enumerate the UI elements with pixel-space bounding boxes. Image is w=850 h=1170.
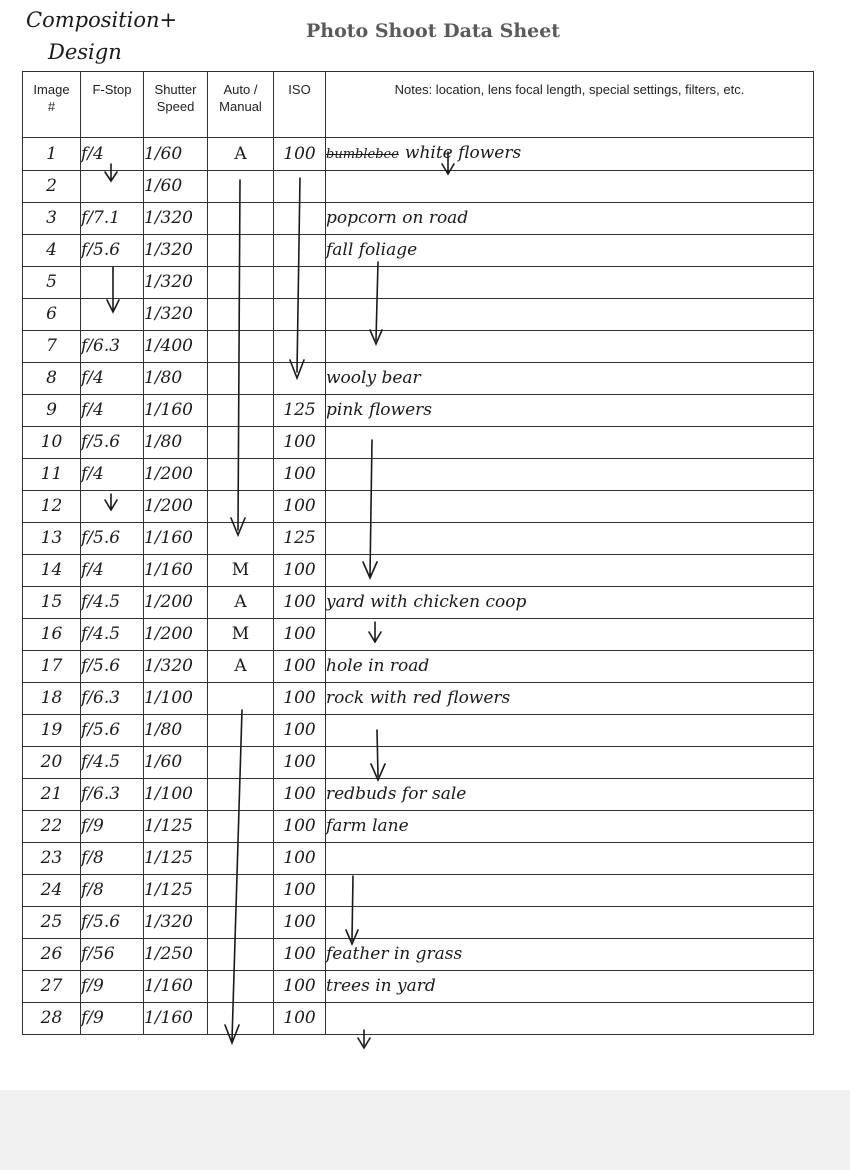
shutter-speed-cell: 1/80 — [144, 427, 208, 459]
iso-cell: 100 — [274, 459, 326, 491]
shutter-speed-cell: 1/100 — [144, 779, 208, 811]
note-text: feather in grass — [326, 944, 463, 964]
scan-margin — [0, 1090, 850, 1170]
note-text: yard with chicken coop — [326, 592, 527, 612]
header-iso: ISO — [274, 72, 326, 138]
table-row — [23, 1003, 814, 1035]
fstop-cell: f/4 — [81, 555, 144, 587]
shutter-speed-cell: 1/320 — [144, 907, 208, 939]
table-row — [23, 811, 814, 843]
shutter-speed-cell: 1/60 — [144, 747, 208, 779]
auto-manual-cell — [208, 491, 274, 523]
note-text: rock with red flowers — [326, 688, 511, 708]
auto-manual-cell: A — [208, 651, 274, 683]
fstop-cell — [81, 267, 144, 299]
table-row — [23, 235, 814, 267]
shutter-speed-cell: 1/160 — [144, 1003, 208, 1035]
iso-cell: 125 — [274, 523, 326, 555]
notes-cell — [326, 779, 814, 811]
image-number-cell: 5 — [23, 267, 81, 299]
shutter-speed-cell: 1/320 — [144, 235, 208, 267]
fstop-cell: f/7.1 — [81, 203, 144, 235]
iso-cell: 100 — [274, 715, 326, 747]
notes-cell — [326, 683, 814, 715]
header-image-number: Image # — [23, 72, 81, 138]
photo-data-table — [22, 71, 814, 1035]
table-row — [23, 427, 814, 459]
iso-cell: 100 — [274, 747, 326, 779]
iso-cell — [274, 267, 326, 299]
table-row — [23, 138, 814, 171]
iso-cell: 100 — [274, 427, 326, 459]
note-text: pink flowers — [326, 400, 433, 420]
shutter-speed-cell: 1/80 — [144, 363, 208, 395]
note-text: trees in yard — [326, 976, 436, 996]
shutter-speed-cell: 1/250 — [144, 939, 208, 971]
notes-cell — [326, 203, 814, 235]
iso-cell: 100 — [274, 651, 326, 683]
notes-cell — [326, 1003, 814, 1035]
image-number-cell: 22 — [23, 811, 81, 843]
shutter-speed-cell: 1/125 — [144, 875, 208, 907]
auto-manual-cell — [208, 747, 274, 779]
auto-manual-cell: A — [208, 587, 274, 619]
table-row — [23, 363, 814, 395]
image-number-cell: 16 — [23, 619, 81, 651]
notes-cell — [326, 747, 814, 779]
iso-cell: 100 — [274, 1003, 326, 1035]
notes-cell — [326, 811, 814, 843]
shutter-speed-cell: 1/160 — [144, 395, 208, 427]
auto-manual-cell — [208, 683, 274, 715]
table-row — [23, 555, 814, 587]
image-number-cell: 23 — [23, 843, 81, 875]
fstop-cell: f/9 — [81, 811, 144, 843]
image-number-cell: 28 — [23, 1003, 81, 1035]
table-row — [23, 843, 814, 875]
table-row — [23, 587, 814, 619]
auto-manual-cell — [208, 875, 274, 907]
table-row — [23, 907, 814, 939]
shutter-speed-cell: 1/320 — [144, 651, 208, 683]
image-number-cell: 17 — [23, 651, 81, 683]
image-number-cell: 15 — [23, 587, 81, 619]
notes-cell — [326, 235, 814, 267]
iso-cell: 100 — [274, 683, 326, 715]
table-row — [23, 459, 814, 491]
fstop-cell: f/5.6 — [81, 651, 144, 683]
table-row — [23, 715, 814, 747]
table-row — [23, 683, 814, 715]
iso-cell: 100 — [274, 971, 326, 1003]
table-row — [23, 875, 814, 907]
notes-cell — [326, 843, 814, 875]
iso-cell: 100 — [274, 491, 326, 523]
auto-manual-cell — [208, 971, 274, 1003]
auto-manual-cell — [208, 843, 274, 875]
shutter-speed-cell: 1/160 — [144, 971, 208, 1003]
fstop-cell: f/4.5 — [81, 747, 144, 779]
notes-cell — [326, 395, 814, 427]
note-text: fall foliage — [326, 240, 418, 260]
fstop-cell: f/56 — [81, 939, 144, 971]
shutter-speed-cell: 1/320 — [144, 299, 208, 331]
iso-cell — [274, 331, 326, 363]
auto-manual-cell — [208, 459, 274, 491]
table-row — [23, 267, 814, 299]
shutter-speed-cell: 1/160 — [144, 555, 208, 587]
fstop-cell: f/5.6 — [81, 235, 144, 267]
shutter-speed-cell: 1/160 — [144, 523, 208, 555]
header-fstop: F-Stop — [81, 72, 144, 138]
auto-manual-cell — [208, 267, 274, 299]
notes-cell — [326, 971, 814, 1003]
note-text: white flowers — [404, 143, 522, 163]
image-number-cell: 12 — [23, 491, 81, 523]
note-text: wooly bear — [326, 368, 421, 388]
table-row — [23, 491, 814, 523]
fstop-cell: f/5.6 — [81, 427, 144, 459]
image-number-cell: 9 — [23, 395, 81, 427]
header-shutter-speed: Shutter Speed — [144, 72, 208, 138]
auto-manual-cell — [208, 363, 274, 395]
iso-cell — [274, 235, 326, 267]
shutter-speed-cell: 1/200 — [144, 587, 208, 619]
auto-manual-cell — [208, 331, 274, 363]
fstop-cell: f/5.6 — [81, 523, 144, 555]
note-text: hole in road — [326, 656, 430, 676]
image-number-cell: 25 — [23, 907, 81, 939]
shutter-speed-cell: 1/100 — [144, 683, 208, 715]
auto-manual-cell — [208, 171, 274, 203]
image-number-cell: 18 — [23, 683, 81, 715]
shutter-speed-cell: 1/125 — [144, 811, 208, 843]
table-header-row — [23, 72, 814, 138]
shutter-speed-cell: 1/320 — [144, 203, 208, 235]
fstop-cell — [81, 491, 144, 523]
iso-cell: 125 — [274, 395, 326, 427]
notes-cell — [326, 491, 814, 523]
header-notes: Notes: location, lens focal length, special settings, filters, etc. — [326, 72, 814, 138]
notes-cell — [326, 875, 814, 907]
auto-manual-cell — [208, 299, 274, 331]
fstop-cell: f/4 — [81, 363, 144, 395]
auto-manual-cell — [208, 811, 274, 843]
notes-cell — [326, 715, 814, 747]
iso-cell: 100 — [274, 939, 326, 971]
table-row — [23, 331, 814, 363]
notes-cell — [326, 427, 814, 459]
auto-manual-cell: A — [208, 138, 274, 171]
image-number-cell: 6 — [23, 299, 81, 331]
struck-note: bumblebee — [326, 147, 399, 162]
notes-cell — [326, 587, 814, 619]
notes-cell — [326, 907, 814, 939]
shutter-speed-cell: 1/320 — [144, 267, 208, 299]
shutter-speed-cell: 1/80 — [144, 715, 208, 747]
note-text: popcorn on road — [326, 208, 469, 228]
auto-manual-cell: M — [208, 619, 274, 651]
image-number-cell: 26 — [23, 939, 81, 971]
handwritten-course-note — [26, 4, 186, 68]
image-number-cell: 2 — [23, 171, 81, 203]
table-row — [23, 523, 814, 555]
shutter-speed-cell: 1/200 — [144, 459, 208, 491]
auto-manual-cell — [208, 427, 274, 459]
iso-cell — [274, 299, 326, 331]
shutter-speed-cell: 1/125 — [144, 843, 208, 875]
auto-manual-cell — [208, 939, 274, 971]
table-row — [23, 619, 814, 651]
iso-cell — [274, 203, 326, 235]
auto-manual-cell — [208, 395, 274, 427]
image-number-cell: 10 — [23, 427, 81, 459]
shutter-speed-cell: 1/60 — [144, 138, 208, 171]
auto-manual-cell — [208, 715, 274, 747]
fstop-cell: f/9 — [81, 1003, 144, 1035]
table-row — [23, 939, 814, 971]
iso-cell: 100 — [274, 875, 326, 907]
note-text: farm lane — [326, 816, 409, 836]
iso-cell — [274, 171, 326, 203]
notes-cell — [326, 619, 814, 651]
notes-cell — [326, 651, 814, 683]
table-row — [23, 395, 814, 427]
notes-cell — [326, 363, 814, 395]
auto-manual-cell — [208, 1003, 274, 1035]
notes-cell — [326, 523, 814, 555]
image-number-cell: 27 — [23, 971, 81, 1003]
iso-cell: 100 — [274, 811, 326, 843]
table-row — [23, 779, 814, 811]
image-number-cell: 20 — [23, 747, 81, 779]
auto-manual-cell — [208, 907, 274, 939]
notes-cell — [326, 299, 814, 331]
table-row — [23, 971, 814, 1003]
table-row — [23, 203, 814, 235]
table-row — [23, 651, 814, 683]
fstop-cell: f/4.5 — [81, 619, 144, 651]
fstop-cell: f/6.3 — [81, 779, 144, 811]
fstop-cell: f/6.3 — [81, 683, 144, 715]
iso-cell: 100 — [274, 843, 326, 875]
image-number-cell: 4 — [23, 235, 81, 267]
shutter-speed-cell: 1/200 — [144, 619, 208, 651]
notes-cell — [326, 267, 814, 299]
header-auto-manual: Auto / Manual — [208, 72, 274, 138]
auto-manual-cell — [208, 203, 274, 235]
iso-cell: 100 — [274, 587, 326, 619]
notes-cell — [326, 459, 814, 491]
shutter-speed-cell: 1/60 — [144, 171, 208, 203]
notes-cell — [326, 939, 814, 971]
fstop-cell: f/5.6 — [81, 907, 144, 939]
iso-cell — [274, 363, 326, 395]
image-number-cell: 1 — [23, 138, 81, 171]
fstop-cell: f/4 — [81, 138, 144, 171]
fstop-cell: f/9 — [81, 971, 144, 1003]
fstop-cell: f/8 — [81, 843, 144, 875]
notes-cell — [326, 555, 814, 587]
shutter-speed-cell: 1/200 — [144, 491, 208, 523]
fstop-cell — [81, 171, 144, 203]
auto-manual-cell — [208, 779, 274, 811]
iso-cell: 100 — [274, 138, 326, 171]
notes-cell — [326, 331, 814, 363]
image-number-cell: 14 — [23, 555, 81, 587]
fstop-cell: f/4 — [81, 395, 144, 427]
iso-cell: 100 — [274, 555, 326, 587]
page-title: Photo Shoot Data Sheet — [306, 20, 561, 42]
shutter-speed-cell: 1/400 — [144, 331, 208, 363]
course-note-line-1: Composition+ — [26, 8, 178, 32]
table-row — [23, 171, 814, 203]
image-number-cell: 24 — [23, 875, 81, 907]
image-number-cell: 3 — [23, 203, 81, 235]
fstop-cell: f/4 — [81, 459, 144, 491]
course-note-line-2: Design — [48, 40, 122, 64]
iso-cell: 100 — [274, 779, 326, 811]
auto-manual-cell: M — [208, 555, 274, 587]
fstop-cell: f/5.6 — [81, 715, 144, 747]
iso-cell: 100 — [274, 907, 326, 939]
note-text: redbuds for sale — [326, 784, 467, 804]
image-number-cell: 7 — [23, 331, 81, 363]
notes-cell — [326, 138, 814, 171]
auto-manual-cell — [208, 523, 274, 555]
iso-cell: 100 — [274, 619, 326, 651]
table-row — [23, 747, 814, 779]
image-number-cell: 19 — [23, 715, 81, 747]
fstop-cell: f/4.5 — [81, 587, 144, 619]
image-number-cell: 21 — [23, 779, 81, 811]
fstop-cell: f/8 — [81, 875, 144, 907]
table-row — [23, 299, 814, 331]
image-number-cell: 13 — [23, 523, 81, 555]
image-number-cell: 11 — [23, 459, 81, 491]
fstop-cell — [81, 299, 144, 331]
notes-cell — [326, 171, 814, 203]
auto-manual-cell — [208, 235, 274, 267]
fstop-cell: f/6.3 — [81, 331, 144, 363]
image-number-cell: 8 — [23, 363, 81, 395]
